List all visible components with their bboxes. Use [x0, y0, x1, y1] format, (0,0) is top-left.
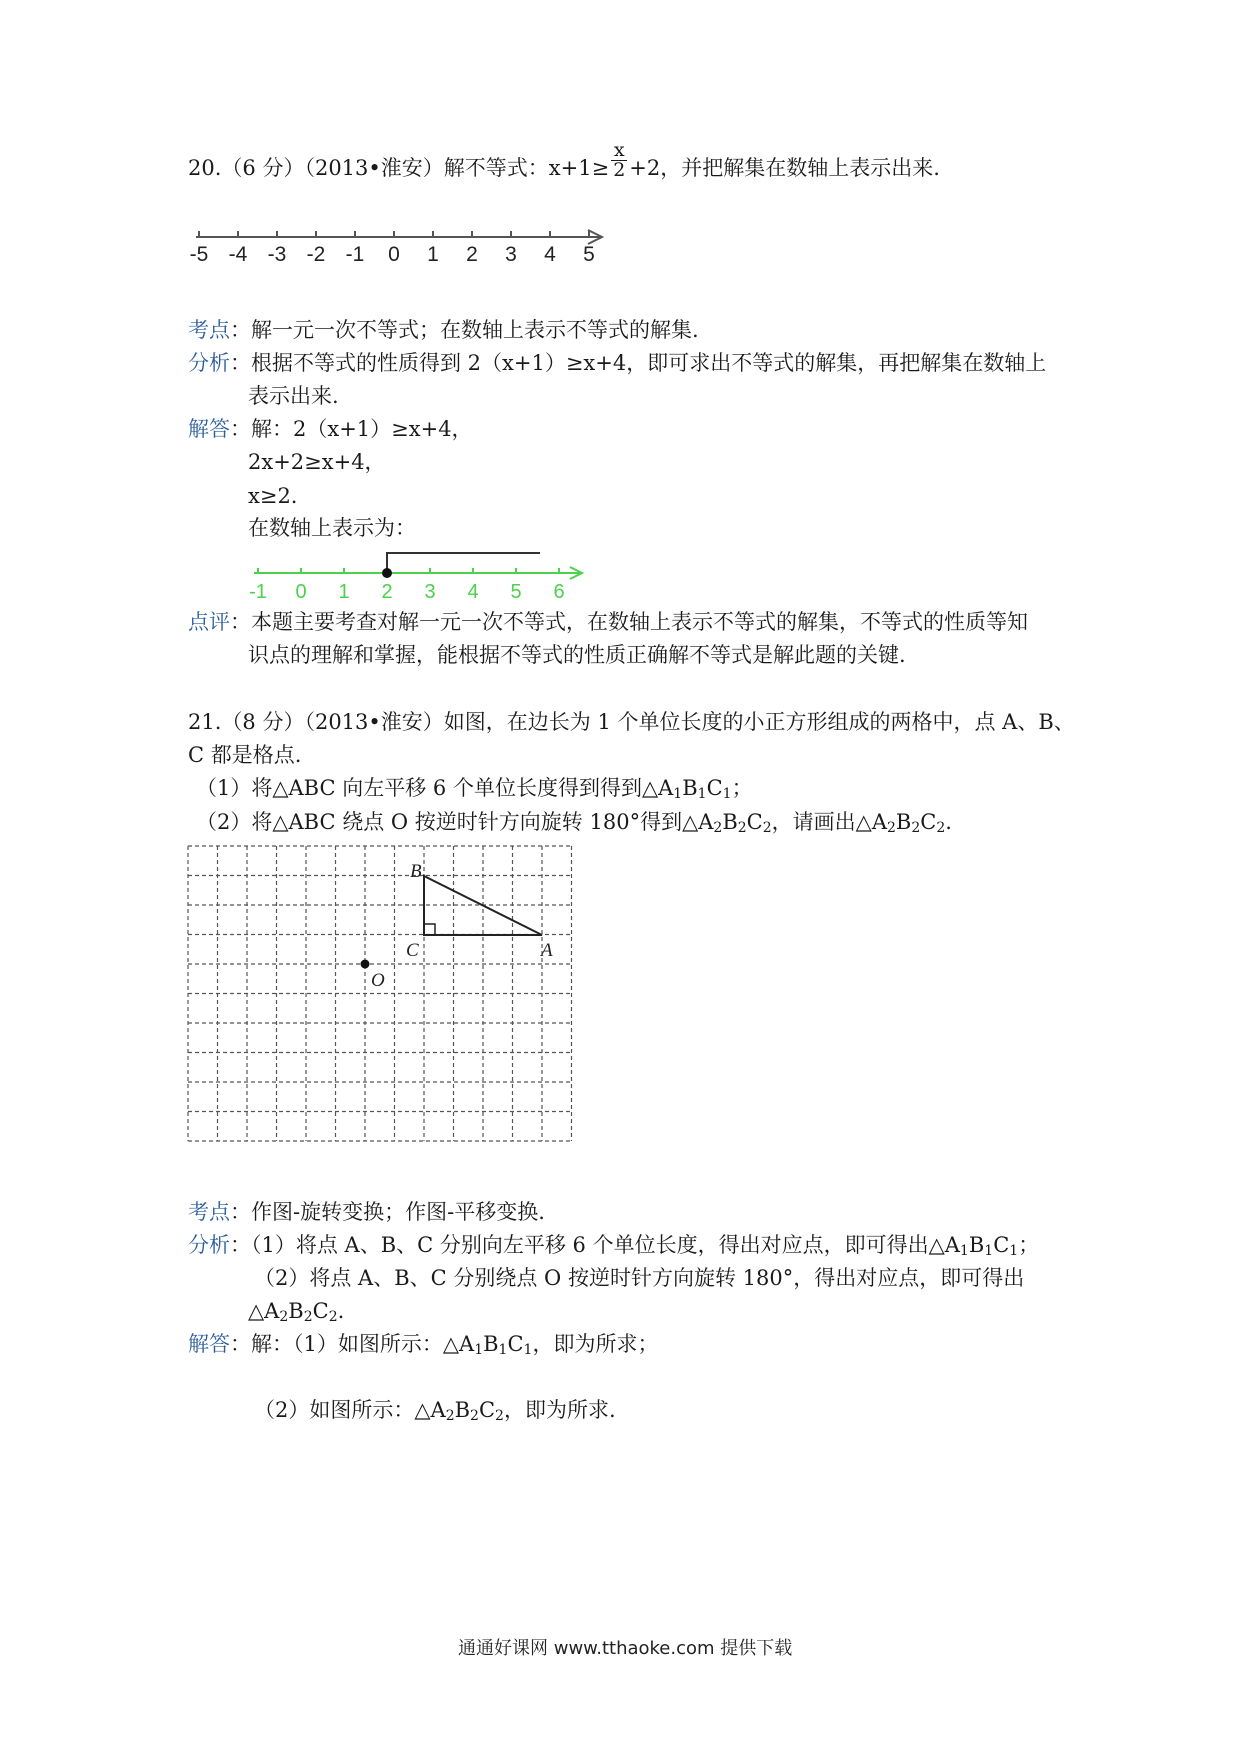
- q20-tick-label: 2: [466, 243, 478, 266]
- q20-tick-label: -4: [228, 243, 248, 266]
- q21-sub: 1: [959, 1243, 969, 1259]
- q20-tick-label: 5: [583, 243, 595, 266]
- q21-sub: 2: [445, 1408, 455, 1424]
- q20-jieda-line1: ：解：2（x+1）≥x+4，: [230, 417, 473, 441]
- q21-fenxi3-end: .: [337, 1299, 345, 1323]
- q20-jieda-line2: 2x+2≥x+4，: [248, 450, 386, 474]
- q21-jieda-b: B: [483, 1332, 499, 1356]
- q21-label-a: A: [541, 940, 553, 961]
- q20-jieda: [188, 419, 473, 440]
- q21-fenxi3-c: C: [312, 1299, 329, 1323]
- q21-point-o: [361, 960, 370, 969]
- q21-sub: 1: [984, 1243, 994, 1259]
- q21-label-c: C: [406, 940, 419, 961]
- q21-sub: 1: [1009, 1243, 1019, 1259]
- q21-sub: 2: [887, 820, 896, 836]
- q20-dianping-label: 点评: [188, 610, 230, 634]
- q20-score: （6 分）: [221, 156, 305, 180]
- q20-frac-den: 2: [613, 159, 626, 181]
- q21-fenxi-label: 分析: [188, 1233, 230, 1257]
- q20-solution-tick-label: 6: [553, 581, 565, 603]
- q21-kaodian-label: 考点: [188, 1200, 230, 1224]
- q21-sub: 1: [697, 786, 707, 802]
- q20-solution-point: [382, 568, 392, 578]
- q20-kaodian-text: ：解一元一次不等式；在数轴上表示不等式的解集.: [230, 318, 699, 342]
- q20-fenxi-label: 分析: [188, 351, 230, 375]
- q21-sub: 2: [713, 820, 723, 836]
- q21-fenxi-c: C: [993, 1233, 1010, 1257]
- q20-tick-label: 4: [544, 243, 556, 266]
- q21-sub: 1: [474, 1342, 484, 1358]
- q21-sub: 2: [762, 820, 772, 836]
- q21-fenxi: [188, 1233, 1040, 1259]
- q21-source: （2013•淮安）: [304, 710, 444, 734]
- q20-tick-label: -3: [267, 243, 287, 266]
- q21-fenxi-b: B: [968, 1233, 985, 1257]
- q20-solution-tick-label: 4: [467, 581, 479, 603]
- q21-part1-end: ；: [731, 776, 753, 800]
- q21-fenxi3-b: B: [288, 1299, 304, 1323]
- q21-part2-e: B: [895, 810, 912, 834]
- q21-jieda2-b: B: [454, 1398, 471, 1422]
- q21-part2-end: .: [945, 810, 952, 834]
- q21-stem-line1: [188, 712, 1075, 733]
- q21-part2-text: （2）将△ABC 绕点 O 按逆时针方向旋转 180°得到△A: [196, 810, 714, 834]
- q21-jieda-end: ，即为所求；: [532, 1332, 659, 1356]
- q21-sub: 2: [328, 1309, 338, 1325]
- q21-jieda: [188, 1332, 659, 1358]
- q21-sub: 1: [523, 1342, 533, 1358]
- q21-part2-c: C: [746, 810, 763, 834]
- q20-source: （2013•淮安）: [304, 156, 444, 180]
- q20-number-line: [190, 225, 610, 285]
- q20-solution-range: [387, 553, 540, 573]
- q21-jieda-label: 解答: [188, 1332, 230, 1356]
- q20-tick-label: -1: [345, 243, 365, 266]
- q20-fenxi: [188, 353, 1046, 374]
- q20-jieda-line4: 在数轴上表示为：: [248, 516, 416, 540]
- q20-tick-label: 0: [388, 243, 400, 266]
- q21-part1-b: B: [682, 776, 698, 800]
- q21-part1: [196, 776, 753, 802]
- q21-sub: 2: [911, 820, 921, 836]
- q21-score: （8 分）: [221, 710, 305, 734]
- q20-solution-tick-label: 1: [338, 581, 350, 603]
- q20-jieda-line3: x≥2.: [248, 484, 298, 508]
- q20-solution-line: [250, 545, 590, 615]
- q21-jieda2-a: （2）如图所示：△A: [254, 1398, 446, 1422]
- q20-dianping-line2: 识点的理解和掌握，能根据不等式的性质正确解不等式是解此题的关键.: [248, 643, 906, 667]
- q20-solution-tick-label: 0: [295, 581, 307, 603]
- q20-text-b: +2，并把解集在数轴上表示出来.: [629, 156, 940, 180]
- q20-fenxi-line1: ：根据不等式的性质得到 2（x+1）≥x+4，即可求出不等式的解集，再把解集在数轴上: [230, 351, 1047, 375]
- q20-solution-tick-label: 3: [424, 581, 436, 603]
- q20-jieda-label: 解答: [188, 417, 230, 441]
- q21-grid-figure: [188, 846, 588, 1156]
- q21-right-angle-mark: [424, 924, 435, 935]
- q21-label-b: B: [410, 861, 422, 882]
- q20-solution-tick-label: -1: [249, 581, 267, 603]
- q20-tick-label: -5: [189, 243, 209, 266]
- q20-dianping: [188, 612, 1028, 633]
- q20-tick-label: 1: [427, 243, 439, 266]
- q20-text-a: 解不等式：x+1≥: [443, 156, 610, 180]
- q21-sub: 1: [722, 786, 732, 802]
- q21-part2-b: B: [722, 810, 738, 834]
- q21-sub: 2: [303, 1309, 313, 1325]
- q21-part1-c: C: [706, 776, 723, 800]
- q21-number: 21.: [188, 710, 222, 734]
- q20-fenxi-line2: 表示出来.: [248, 384, 339, 408]
- q21-grid-lines: [188, 846, 572, 1141]
- q20-kaodian-label: 考点: [188, 318, 230, 342]
- q21-sub: 2: [495, 1408, 504, 1424]
- q21-fenxi-line1: ：（1）将点 A、B、C 分别向左平移 6 个单位长度，得出对应点，即可得出△A: [230, 1233, 960, 1257]
- q21-sub: 2: [737, 820, 747, 836]
- q21-sub: 2: [279, 1309, 289, 1325]
- q21-fenxi-line2: （2）将点 A、B、C 分别绕点 O 按逆时针方向旋转 180°，得出对应点，即可得出: [254, 1266, 1025, 1290]
- q20-fraction: [611, 141, 627, 180]
- q21-fenxi-line3: [248, 1299, 345, 1325]
- q20-number: 20.: [188, 156, 222, 180]
- q21-stem-text1: 如图，在边长为 1 个单位长度的小正方形组成的两格中，点 A、B、: [443, 710, 1075, 734]
- q20-tick-label: -2: [306, 243, 326, 266]
- q21-fenxi3-a: △A: [248, 1299, 280, 1323]
- q21-part2-f: C: [920, 810, 937, 834]
- q21-label-o: O: [371, 970, 385, 991]
- page-footer: 通通好课网 www.tthaoke.com 提供下载: [458, 1638, 793, 1659]
- q21-stem-line2: C 都是格点.: [188, 743, 302, 767]
- q21-sub: 2: [936, 820, 946, 836]
- q20-solution-tick-label: 2: [381, 581, 393, 603]
- q21-kaodian: [188, 1202, 545, 1223]
- q20-kaodian: [188, 320, 699, 341]
- q21-part1-text: （1）将△ABC 向左平移 6 个单位长度得到得到△A: [196, 776, 674, 800]
- q20-tick-label: 3: [505, 243, 517, 266]
- q21-jieda-c: C: [507, 1332, 524, 1356]
- q21-jieda2-c: C: [478, 1398, 496, 1422]
- q21-part2: [196, 810, 952, 836]
- q20-frac-num: x: [611, 141, 627, 161]
- q21-jieda-line1: ：解：（1）如图所示：△A: [230, 1332, 475, 1356]
- q20-stem: [188, 139, 940, 181]
- q21-sub: 1: [498, 1342, 508, 1358]
- q21-jieda2-end: ，即为所求.: [503, 1398, 616, 1422]
- q21-sub: 1: [673, 786, 683, 802]
- q20-solution-tick-label: 5: [510, 581, 522, 603]
- q21-fenxi-end: ；: [1018, 1233, 1040, 1257]
- q21-kaodian-text: ：作图-旋转变换；作图-平移变换.: [230, 1200, 545, 1224]
- q21-jieda-line2: [254, 1398, 616, 1424]
- q20-dianping-line1: ：本题主要考查对解一元一次不等式，在数轴上表示不等式的解集，不等式的性质等知: [230, 610, 1028, 634]
- q21-part2-d: ，请画出△A: [771, 810, 887, 834]
- q21-sub: 2: [470, 1408, 479, 1424]
